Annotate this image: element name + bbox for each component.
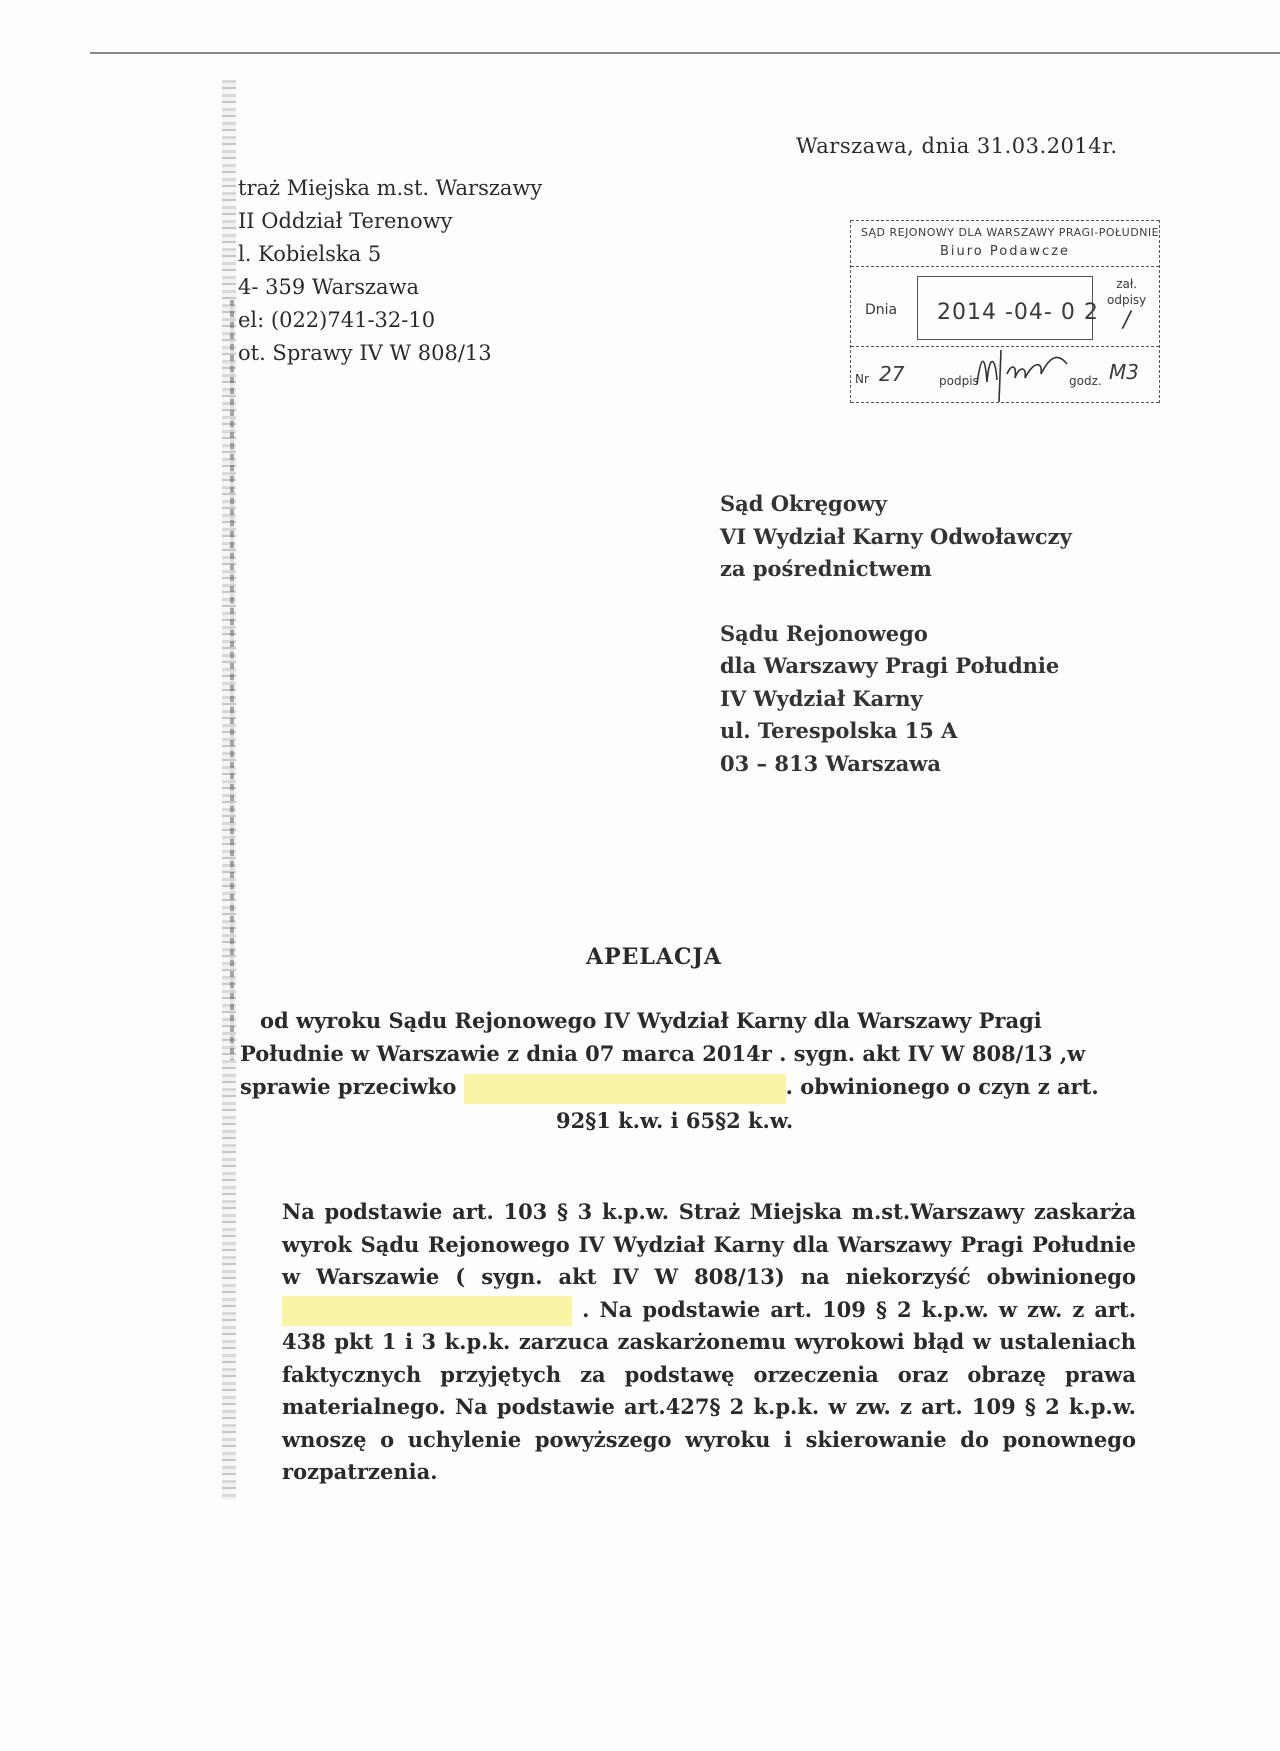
- court-receipt-stamp: [850, 220, 1160, 403]
- handwritten-signature: [971, 344, 1071, 404]
- subject-text: sprawie przeciwko: [240, 1074, 457, 1099]
- document-title: [0, 944, 1280, 970]
- stamp-rule: [851, 266, 1159, 267]
- sender-line: el: (022)741-32-10: [238, 308, 436, 332]
- stamp-godz-label: godz.: [1069, 374, 1102, 388]
- subject-line: 92§1 k.w. i 65§2 k.w.: [556, 1107, 794, 1133]
- stamp-office: Biuro Podawcze: [939, 244, 1071, 259]
- stamp-attachments: [1107, 276, 1146, 308]
- recipient-gap: [720, 586, 1072, 618]
- recipient-line: IV Wydział Karny: [720, 685, 923, 711]
- recipient-line: Sąd Okręgowy: [720, 491, 888, 516]
- subject-line: od wyroku Sądu Rejonowego IV Wydział Karny dla Warszawy Pragi: [260, 1008, 1042, 1033]
- recipient-block: [720, 488, 1072, 780]
- stamp-godz-value: M3: [1109, 360, 1139, 384]
- sender-line: ot. Sprawy IV W 808/13: [238, 341, 492, 365]
- recipient-line: za pośrednictwem: [720, 556, 932, 581]
- sender-line: traż Miejska m.st. Warszawy: [238, 176, 543, 200]
- subject-line: Południe w Warszawie z dnia 07 marca 2014r . sygn. akt IV W 808/13 ,w: [240, 1041, 1086, 1066]
- subject-text: . obwinionego o czyn z art.: [785, 1074, 1099, 1099]
- redacted-name: [464, 1074, 786, 1104]
- sender-line: II Oddział Terenowy: [238, 209, 453, 233]
- sender-block: [238, 172, 542, 370]
- recipient-line: VI Wydział Karny Odwoławczy: [720, 523, 1072, 549]
- sender-line: l. Kobielska 5: [238, 242, 382, 266]
- stamp-nr-value: 27: [879, 362, 905, 386]
- stamp-rule: [851, 220, 1159, 221]
- stamp-dnia-label: Dnia: [865, 302, 898, 318]
- stamp-date: 2014 -04- 0 2: [937, 300, 1099, 325]
- sender-line: 4- 359 Warszawa: [238, 275, 420, 299]
- subject-line: [240, 1070, 1140, 1104]
- stamp-zal-label: zał.: [1116, 277, 1138, 291]
- stamp-header: SĄD REJONOWY DLA WARSZAWY PRAGI-POŁUDNIE: [861, 226, 1160, 239]
- stamp-odpisy-value: /: [1123, 308, 1131, 333]
- recipient-line: ul. Terespolska 15 A: [720, 718, 958, 743]
- scan-top-rule: [90, 52, 1280, 54]
- stamp-podpis-label: podpis: [939, 374, 979, 388]
- recipient-line: dla Warszawy Pragi Południe: [720, 653, 1060, 678]
- appeal-subject: [240, 1004, 1140, 1137]
- recipient-line: Sądu Rejonowego: [720, 620, 928, 646]
- body-paragraph: [226, 1196, 1136, 1489]
- redacted-name: [282, 1296, 572, 1326]
- stamp-odpisy-label: odpisy: [1107, 293, 1147, 307]
- appeal-body: [226, 1196, 1136, 1489]
- recipient-line: 03 – 813 Warszawa: [720, 750, 941, 776]
- stamp-nr-label: Nr: [855, 372, 869, 386]
- stamp-rule: [851, 402, 1159, 403]
- place-date: Warszawa, dnia 31.03.2014r.: [796, 134, 1118, 158]
- body-text: . Na podstawie art. 109 § 2 k.p.w. w zw. z art. 438 pkt 1 i 3 k.p.k. zarzuca zaskarżonemu wyrokowi błąd w ustaleniach faktycznych przyjętych za podstawę orzeczenia oraz obrazę prawa materialnego. Na podstawie art.427§ 2 k.p.k. w zw. z art. 109 § 2 k.p.w. wnoszę o uchylenie powyższego wyroku i skierowanie do ponownego rozpatrzenia.: [282, 1296, 1136, 1484]
- body-text: Na podstawie art. 103 § 3 k.p.w. Straż Miejska m.st.Warszawy zaskarża wyrok Sądu Rejonowego IV Wydział Karny dla Warszawy Pragi Południe w Warszawie ( sygn. akt IV W 808/13) na niekorzyść obwinionego: [282, 1199, 1136, 1289]
- document-title-text: APELACJA: [586, 944, 722, 970]
